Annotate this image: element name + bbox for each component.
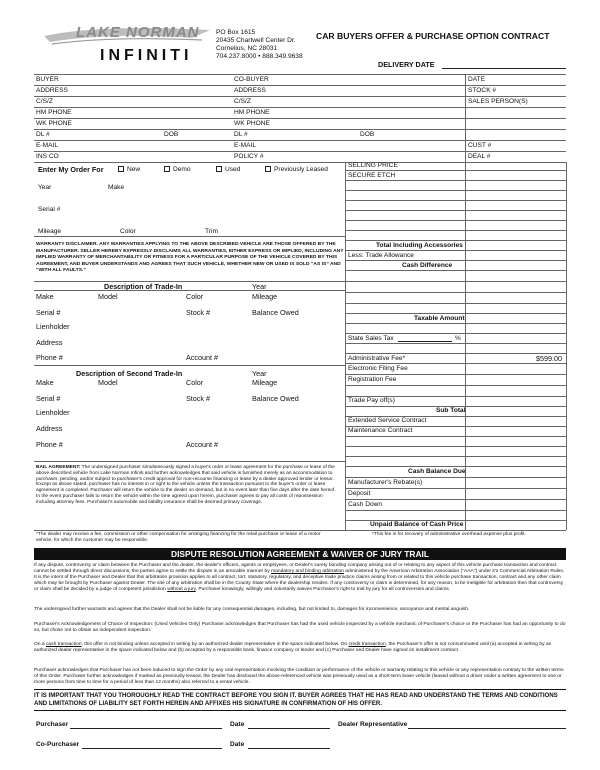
option-demo-label: Demo	[173, 166, 191, 173]
trade2-make-label[interactable]: Make	[36, 378, 54, 387]
registration-fee-label[interactable]: Registration Fee	[348, 376, 397, 383]
option-previously-leased-label: Previously Leased	[274, 166, 328, 173]
checkbox-icon[interactable]	[118, 166, 124, 172]
date-label[interactable]: DATE	[468, 76, 486, 83]
trade-in-title: Description of Trade-In	[104, 282, 183, 291]
trade2-year-label[interactable]: Year	[252, 369, 267, 378]
dl-label[interactable]: DL #	[36, 131, 50, 138]
trade2-phone-label[interactable]: Phone #	[36, 440, 63, 449]
buyer-label[interactable]: BUYER	[36, 76, 59, 83]
dispute-p4-text-c: , the Purchaser's offer is not consummated until (a) accepted in writing by an authorized dealer representative in the space indicated below and (b) accepted by a responsible bank, finance company or lender and (c) Purchaser and Dealer have signed on installment contract.	[34, 642, 552, 653]
trade-in-make-label[interactable]: Make	[36, 292, 54, 301]
cash-difference-label: Cash Difference	[402, 262, 453, 269]
admin-fee-label[interactable]: Administrative Fee*	[348, 355, 406, 362]
dispute-paragraph-4	[34, 642, 566, 654]
footnote-compensation: *The dealer may receive a fee, commission or other compensation for arranging financing for the retail purchase or lease of a motor vehicle, for which the customer may be responsible.	[36, 532, 321, 543]
trade2-lienholder-label[interactable]: Lienholder	[36, 408, 70, 417]
trade2-stock-label[interactable]: Stock #	[186, 394, 210, 403]
co-buyer-label[interactable]: CO-BUYER	[234, 76, 269, 83]
date-sign-label-2: Date	[230, 741, 245, 748]
trade2-balance-label[interactable]: Balance Owed	[252, 394, 299, 403]
vehicle-serial-label[interactable]: Serial #	[38, 206, 61, 213]
hm-phone-label[interactable]: HM PHONE	[36, 109, 72, 116]
dispute-paragraph-3: Purchaser's Acknowledgement of Choice of Inspection: (Used Vehicles Only) Purchaser acknowledges that Purchaser has had the used vehicle inspected by a vehicle mechanic of Purchaser's choice or the Purchaser has had an opportunity to do so, but chose not to obtain an independent inspection.	[34, 622, 566, 633]
maintenance-label[interactable]: Maintenance Contract	[348, 427, 413, 434]
trade-in-serial-label[interactable]: Serial #	[36, 308, 61, 317]
purchaser-signature-line[interactable]	[70, 728, 222, 729]
checkbox-icon[interactable]	[265, 166, 271, 172]
trade2-account-label[interactable]: Account #	[186, 440, 218, 449]
dispute-p4-underline: cash transaction	[45, 642, 82, 647]
trade-in-phone-label[interactable]: Phone #	[36, 353, 63, 362]
trade-in-balance-label[interactable]: Balance Owed	[252, 308, 299, 317]
sales-persons-label[interactable]: SALES PERSON(S)	[468, 98, 528, 105]
less-trade-label[interactable]: Less: Trade Allowance	[348, 252, 414, 259]
logo-top-text: LAKE NORMAN	[76, 24, 200, 41]
dispute-paragraph-1	[34, 563, 566, 593]
co-wk-phone-label[interactable]: WK PHONE	[234, 120, 270, 127]
admin-fee-value: $599.00	[536, 354, 562, 363]
address-line: 704.237.8000 • 888.349.9638	[216, 53, 303, 60]
trade2-model-label[interactable]: Model	[98, 378, 118, 387]
dealer-logo	[42, 22, 212, 68]
total-accessories-label: Total Including Accessories	[376, 242, 463, 249]
date-sign-label: Date	[230, 721, 245, 728]
cash-balance-due-label: Cash Balance Due	[408, 468, 466, 475]
policy-label[interactable]: POLICY #	[234, 153, 264, 160]
tax-percent-field[interactable]	[398, 341, 452, 342]
delivery-date-label: DELIVERY DATE	[378, 60, 435, 69]
ins-co-label[interactable]: INS CO	[36, 153, 59, 160]
option-used-label: Used	[225, 166, 241, 173]
dispute-paragraph-5: Purchaser acknowledges that Purchaser has not been induced to sign the Order by any oral representation involving the condition or performance of the vehicle or warranty relating to this vehicle or any representation contrary to the written terms of this Order. Purchaser further acknowledges if marked as previously leased, the Dealer has disclosed the above-referenced vehicle was previously used as a short-term lease vehicle (leased without a driver under a written agreement to one or more persons from time to time for a period of less than 12 months) also referred to a rental vehicle.	[34, 668, 564, 685]
address-line: 20435 Chartwell Center Dr.	[216, 37, 296, 44]
dispute-title-band	[34, 548, 566, 560]
option-new[interactable]	[118, 166, 140, 174]
dob-label[interactable]: DOB	[164, 131, 179, 138]
co-address-label[interactable]: ADDRESS	[234, 87, 266, 94]
dealer-rep-label: Dealer Representative	[338, 721, 408, 728]
csz-label[interactable]: C/S/Z	[36, 98, 53, 105]
vehicle-make-label[interactable]: Make	[108, 184, 125, 191]
stock-label[interactable]: STOCK #	[468, 87, 497, 94]
dispute-p4-underline-2: credit transaction	[348, 642, 386, 647]
co-purchaser-label: Co-Purchaser	[36, 741, 80, 748]
dispute-p4-text-b: , this offer is not binding unless accepted in writing by an authorized dealer representative in the space indicated below. On	[81, 642, 349, 647]
dispute-p1-text-b: administered by the American Arbitration Association ("AAA") under it's Commercial Arbitration Rules. It is the intent of the Purchaser and Dealer that this arbitration provision applies to all contract, tort, statutory, regulatory, and deceptive trade practice claims arising from or related to this vehicle purchase transaction, contract and any other claim which may be brought by Purchaser against Dealer. The site of any arbitration shall be in the County State where the dealership resides. If any controversy or claim is determined, for any reason, to be ineligible for arbitration then that controversy or claim shall be decided by a judge of competent jurisdiction	[34, 568, 565, 592]
trade-payoff-label[interactable]: Trade Pay off(s)	[348, 397, 395, 404]
address-line: PO Box 1615	[216, 29, 256, 36]
dispute-p1-underline: mandatory and binding arbitration	[271, 568, 344, 574]
footnote-admin-fee: *This fee is for recovery of administrative overhead expense plus profit.	[372, 532, 526, 537]
trade-in-account-label[interactable]: Account #	[186, 353, 218, 362]
co-purchaser-signature-line[interactable]	[82, 748, 222, 749]
co-csz-label[interactable]: C/S/Z	[234, 98, 251, 105]
trade-in-year-label[interactable]: Year	[252, 282, 267, 291]
bail-text: The undersigned purchaser simultaneously signed a buyer's order or lease agreement for the purchase or lease of the above described vehicle from Lake Norman Infiniti and further acknowledges that said vehicle is furnished merely as an accommodation to purchaser, pending, and/or subject to purchaser's credit approval for non-recourse financing or lease by a dealer approved lender or lessor. Except as above stated, purchaser has no interest in or right to the vehicle unless the transaction pursuant to the buyer's order or lease agreement is completed. Purchaser will return the vehicle to the dealer on demand, but in no event later than five days after the date hereof. In the event purchaser fails to return the vehicle within the time agreed upon herein, purchaser agrees to pay all costs of repossession including attorney fees. Purchaser's automobile and liability insurance shall be deemed primary coverage.	[36, 465, 336, 505]
order-label: Enter My Order For	[38, 165, 104, 174]
rebates-label[interactable]: Manufacturer's Rebate(s)	[348, 479, 423, 486]
trade-in-color-label[interactable]: Color	[186, 292, 204, 301]
option-new-label: New	[127, 166, 141, 173]
trade2-address-label[interactable]: Address	[36, 424, 63, 433]
dealer-rep-signature-line[interactable]	[408, 728, 566, 729]
contract-title: CAR BUYERS OFFER & PURCHASE OPTION CONTRACT	[316, 31, 550, 41]
sub-total-label: Sub Total	[436, 407, 466, 414]
deal-label[interactable]: DEAL #	[468, 153, 491, 160]
trade2-color-label[interactable]: Color	[186, 378, 204, 387]
trade-in-stock-label[interactable]: Stock #	[186, 308, 210, 317]
address-label[interactable]: ADDRESS	[36, 87, 68, 94]
state-sales-tax-label[interactable]: State Sales Tax	[348, 335, 394, 342]
co-dob-label[interactable]: DOB	[360, 131, 375, 138]
cash-down-label[interactable]: Cash Down	[348, 501, 383, 508]
dispute-p1-text: If any dispute, controversy or claim between the Purchaser and the dealer, the dealer's officers, agents or employees, or Dealer's surety bonding company arising out of or relating to any aspect of this vehicle purchase transaction and contract cannot be settled through direct discussions, the parties agree to settle the dispute in an amicable manner by	[34, 563, 557, 574]
vehicle-year-label[interactable]: Year	[38, 184, 52, 191]
percent-sign: %	[455, 335, 461, 342]
bail-agreement	[36, 465, 336, 506]
cust-label[interactable]: CUST #	[468, 142, 492, 149]
purchaser-label: Purchaser	[36, 721, 69, 728]
extended-service-label[interactable]: Extended Service Contract	[348, 417, 427, 424]
deposit-label[interactable]: Deposit	[348, 490, 371, 497]
option-demo[interactable]	[164, 166, 191, 174]
dispute-paragraph-2: The undersigned further warrants and agrees that the Dealer shall not be liable for any consequential damages, including, but not limited to, damages for inconvenience, annoyance and mental anguish.	[34, 607, 470, 612]
delivery-date-field[interactable]	[442, 68, 566, 69]
dispute-p4-text: On a	[34, 642, 46, 647]
email-label[interactable]: E-MAIL	[36, 142, 58, 149]
co-dl-label[interactable]: DL #	[234, 131, 248, 138]
co-purchaser-date-line[interactable]	[248, 748, 330, 749]
trade-in-mileage-label[interactable]: Mileage	[252, 292, 278, 301]
secure-etch-label[interactable]: SECURE ETCH	[348, 172, 396, 179]
trade2-serial-label[interactable]: Serial #	[36, 394, 61, 403]
selling-price-label[interactable]: SELLING PRICE	[348, 162, 398, 169]
vehicle-mileage-label[interactable]: Mileage	[38, 228, 62, 235]
option-used[interactable]	[216, 166, 240, 174]
dispute-p1-underline-2: without a jury	[167, 586, 196, 592]
checkbox-icon[interactable]	[164, 166, 170, 172]
second-trade-in-title: Description of Second Trade-In	[76, 369, 183, 378]
dispute-p1-text-c: . Purchaser knowingly, willingly and voluntarily waives Purchaser's right to trial by jury for all controversies and claims.	[195, 586, 451, 592]
option-previously-leased[interactable]	[265, 166, 328, 174]
trade-in-lienholder-label[interactable]: Lienholder	[36, 322, 70, 331]
purchaser-date-line[interactable]	[248, 728, 330, 729]
taxable-amount-label: Taxable Amount	[414, 315, 465, 322]
vehicle-color-label[interactable]: Color	[120, 228, 136, 235]
checkbox-icon[interactable]	[216, 166, 222, 172]
trade-in-model-label[interactable]: Model	[98, 292, 118, 301]
final-acknowledgement: IT IS IMPORTANT THAT YOU THOROUGHLY READ THE CONTRACT BEFORE YOU SIGN IT. BUYER AGREES THAT HE HAS READ AND UNDERSTAND THE TERMS AND CONDITIONS AND LIMITATIONS OF LIABILITY SET FORTH HEREIN AND AFFIXES HIS SIGNATURE IN CONFIRMATION OF HIS OFFER.	[34, 692, 558, 707]
address-line: Cornelius, NC 28031	[216, 45, 278, 52]
unpaid-balance-label: Unpaid Balance of Cash Price	[370, 521, 464, 528]
vehicle-trim-label[interactable]: Trim	[205, 228, 218, 235]
logo-bottom-text: INFINITI	[100, 47, 193, 64]
co-hm-phone-label[interactable]: HM PHONE	[234, 109, 270, 116]
trade2-mileage-label[interactable]: Mileage	[252, 378, 278, 387]
co-email-label[interactable]: E-MAIL	[234, 142, 256, 149]
electronic-filing-label[interactable]: Electronic Filing Fee	[348, 365, 408, 372]
dispute-title: DISPUTE RESOLUTION AGREEMENT & WAIVER OF JURY TRAIL	[171, 549, 429, 559]
trade-in-address-label[interactable]: Address	[36, 338, 63, 347]
wk-phone-label[interactable]: WK PHONE	[36, 120, 72, 127]
warranty-disclaimer: WARRANTY DISCLAIMER. ANY WARRANTIES APPLYING TO THE ABOVE DESCRIBED VEHICLE ARE THOSE OFFERED BY THE MANUFACTURER. SELLER HEREBY EXPRESSLY DISCLAIMS ALL WARRANTIES, EITHER EXPRESS OR IMPLIED, INCLUDING ANY IMPLIED WARRANTY OF MERCHANTABILITY OR FITNESS FOR A PARTICULAR PURPOSE OF THE VEHICLE COVERED BY THIS AGREEMENT, AND BUYER UNDERSTANDS AND AGREES THAT SUCH VEHICLE, WHETHER NEW OR USED IS SOLD “AS IS” AND “WITH ALL FAULTS.”	[36, 242, 344, 274]
bail-heading: BAIL AGREEMENT:	[36, 465, 81, 470]
